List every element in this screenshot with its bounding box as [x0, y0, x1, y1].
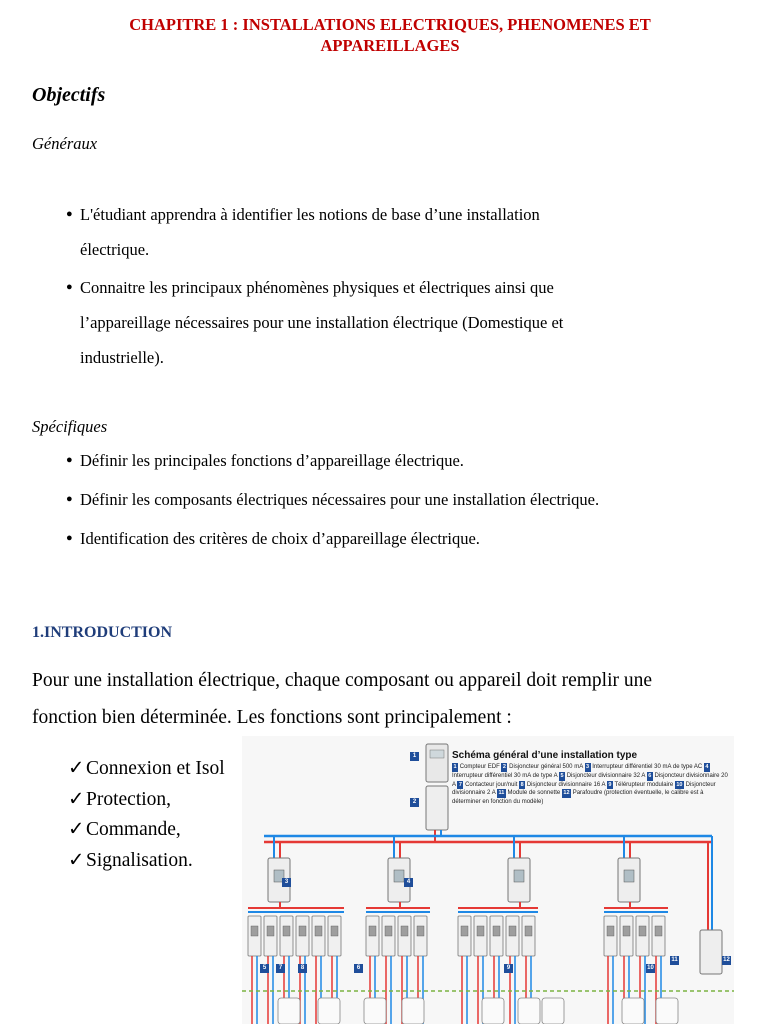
legend-text: Disjoncteur divisionnaire 16 A	[525, 781, 607, 788]
objectifs-heading: Objectifs	[32, 84, 106, 106]
diagram-label: 2	[410, 798, 419, 807]
breaker-toggle	[369, 926, 376, 936]
chapter-title-line2: APPAREILLAGES	[320, 36, 460, 55]
list-item	[66, 482, 599, 517]
breaker-toggle	[283, 926, 290, 936]
section-heading-introduction: 1.INTRODUCTION	[32, 624, 173, 641]
switch-toggle	[394, 870, 404, 882]
legend-number: 7	[458, 781, 462, 788]
breaker-toggle	[639, 926, 646, 936]
legend-entry	[457, 782, 519, 788]
appliance-load	[518, 998, 540, 1024]
breaker-toggle	[477, 926, 484, 936]
generaux-heading: Généraux	[32, 134, 98, 153]
legend-number: 12	[563, 790, 570, 797]
breaker-toggle	[315, 926, 322, 936]
legend-entry	[452, 764, 501, 770]
list-item-text-line3: industrielle).	[80, 348, 164, 367]
bullet-icon: ●	[66, 208, 73, 220]
breaker-toggle	[461, 926, 468, 936]
list-item-text-line1: Connaitre les principaux phénomènes physiques et électriques ainsi que	[80, 278, 554, 297]
function-label: Commande,	[86, 819, 181, 840]
legend-text: Disjoncteur divisionnaire 20 A	[452, 772, 728, 788]
list-item-text: Définir les principales fonctions d’appareillage électrique.	[80, 451, 464, 470]
legend-text: Module de sonnette	[505, 790, 562, 797]
legend-number: 6	[648, 772, 652, 779]
diagram-label: 9	[504, 964, 513, 973]
list-item-text-line2: électrique.	[80, 240, 150, 259]
diagram-legend	[452, 763, 732, 807]
checkmark-icon: ✓	[68, 788, 85, 810]
installation-schematic-diagram	[242, 736, 734, 1024]
diagram-label: 12	[723, 957, 730, 963]
specifiques-heading: Spécifiques	[32, 417, 108, 436]
legend-text: Disjoncteur divisionnaire 2 A	[452, 781, 716, 797]
breaker-toggle	[251, 926, 258, 936]
diagram-label: 7	[276, 964, 285, 973]
list-item	[66, 443, 464, 478]
diagram-label: 11	[671, 957, 678, 963]
appliance-load	[656, 998, 678, 1024]
legend-number: 1	[453, 764, 457, 770]
breaker-toggle	[607, 926, 614, 936]
list-item-text: Identification des critères de choix d’appareillage électrique.	[80, 529, 480, 548]
appliance-load	[622, 998, 644, 1024]
breaker-toggle	[493, 926, 500, 936]
intro-line2: fonction bien déterminée. Les fonctions sont principalement :	[32, 707, 512, 728]
appliance-load	[364, 998, 386, 1024]
appliance-load	[318, 998, 340, 1024]
legend-number: 4	[705, 764, 709, 770]
breaker-toggle	[385, 926, 392, 936]
function-item	[68, 846, 225, 877]
functions-list	[68, 754, 225, 876]
function-item	[68, 785, 225, 816]
legend-entry	[501, 764, 584, 770]
appliance-load	[278, 998, 300, 1024]
checkmark-icon: ✓	[68, 758, 85, 779]
bullet-icon: ●	[66, 454, 73, 466]
checkmark-icon: ✓	[68, 849, 85, 871]
legend-number: 11	[498, 790, 505, 797]
diagram-label: 6	[354, 964, 363, 973]
checkmark-icon: ✓	[68, 819, 85, 840]
list-item-text-line2: l’appareillage nécessaires pour une installation électrique (Domestique et	[80, 313, 564, 332]
breaker-toggle	[655, 926, 662, 936]
legend-text: Contacteur jour/nuit	[463, 781, 520, 788]
legend-text: Interrupteur différentiel 30 mA de type A	[452, 772, 559, 779]
legend-text: Parafoudre (protection éventuelle, le calibre est à déterminer en fonction du modèle)	[452, 790, 704, 806]
legend-text: Compteur EDF	[458, 764, 502, 770]
legend-number: 9	[608, 781, 612, 788]
legend-number: 3	[586, 764, 590, 770]
function-label: Signalisation.	[86, 849, 193, 871]
function-label: Connexion et Isol	[86, 758, 225, 779]
breaker-toggle	[299, 926, 306, 936]
legend-entry	[497, 790, 562, 796]
legend-entry	[607, 782, 675, 788]
diagram-label: 4	[404, 878, 413, 887]
chapter-title-line1: CHAPITRE 1 : INSTALLATIONS ELECTRIQUES, PHENOMENES ET	[129, 15, 651, 34]
chapter-title	[60, 14, 720, 56]
breaker-toggle	[623, 926, 630, 936]
breaker-toggle	[509, 926, 516, 936]
diagram-title: Schéma général d’une installation type	[452, 750, 638, 761]
electric-meter	[426, 744, 448, 782]
appliance-load	[482, 998, 504, 1024]
bullet-icon: ●	[66, 532, 73, 544]
switch-toggle	[514, 870, 524, 882]
list-item	[66, 270, 754, 375]
breaker-toggle	[267, 926, 274, 936]
function-label: Protection,	[86, 788, 172, 810]
legend-number: 10	[676, 781, 683, 788]
diagram-label: 5	[260, 964, 269, 973]
diagram-label: 1	[410, 752, 419, 761]
list-item	[66, 197, 666, 267]
diagram-label: 10	[647, 965, 654, 971]
appliance-load	[542, 998, 564, 1024]
switch-toggle	[624, 870, 634, 882]
legend-text: Disjoncteur divisionnaire 32 A	[565, 772, 647, 779]
bullet-icon: ●	[66, 281, 73, 293]
breaker-toggle	[331, 926, 338, 936]
legend-number: 5	[560, 772, 564, 779]
breaker-toggle	[525, 926, 532, 936]
bullet-icon: ●	[66, 493, 73, 505]
legend-entry	[559, 773, 647, 779]
function-item	[68, 815, 225, 846]
function-item	[68, 754, 225, 785]
diagram-label: 8	[298, 964, 307, 973]
legend-number: 2	[502, 764, 506, 770]
legend-entry	[519, 782, 607, 788]
main-breaker	[426, 786, 448, 830]
diagram-label: 3	[282, 878, 291, 887]
meter-display	[430, 750, 444, 758]
list-item	[66, 521, 480, 556]
list-item-text-line1: L'étudiant apprendra à identifier les notions de base d’une installation	[80, 205, 540, 224]
legend-text: Disjoncteur général 500 mA	[507, 764, 585, 770]
legend-text: Interrupteur différentiel 30 mA de type AC	[590, 764, 704, 770]
surge-protector	[700, 930, 722, 974]
legend-number: 8	[520, 781, 524, 788]
legend-entry	[585, 764, 704, 770]
list-item-text: Définir les composants électriques nécessaires pour une installation électrique.	[80, 490, 600, 509]
intro-paragraph	[32, 662, 742, 736]
breaker-toggle	[401, 926, 408, 936]
breaker-toggle	[417, 926, 424, 936]
intro-line1: Pour une installation électrique, chaque composant ou appareil doit remplir une	[32, 670, 653, 691]
appliance-load	[402, 998, 424, 1024]
legend-text: Télérupteur modulaire	[612, 781, 675, 788]
